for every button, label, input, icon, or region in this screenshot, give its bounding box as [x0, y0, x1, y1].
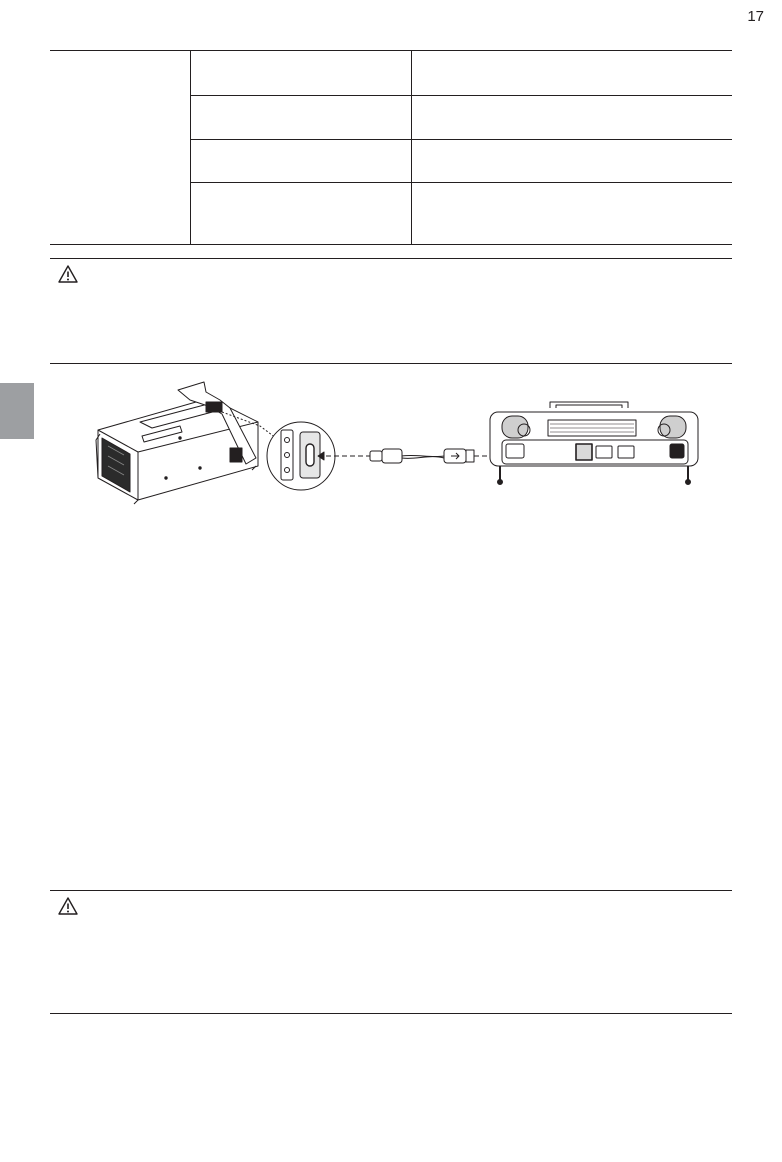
warning-notice	[50, 890, 732, 1014]
warning-triangle-icon	[58, 265, 78, 283]
connection-illustration	[80, 378, 720, 510]
page-number: 17	[747, 8, 764, 25]
spec-table	[50, 50, 732, 245]
charging-hub-illustration	[96, 382, 258, 504]
warning-triangle-icon	[58, 897, 78, 915]
table-row-divider	[190, 182, 732, 183]
table-divider	[411, 51, 412, 244]
section-tab	[0, 383, 34, 439]
table-row-divider	[190, 139, 732, 140]
remote-controller-illustration	[490, 402, 698, 485]
usb-cable	[370, 449, 474, 463]
table-divider	[190, 51, 191, 244]
table-row-divider	[190, 95, 732, 96]
warning-notice	[50, 258, 732, 364]
port-zoom-callout	[267, 422, 335, 490]
